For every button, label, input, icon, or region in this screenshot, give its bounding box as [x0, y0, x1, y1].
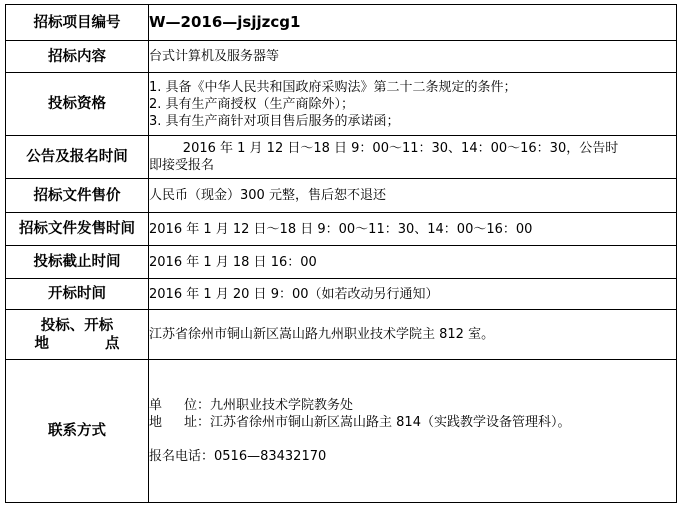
location-label-char-1: 地 [34, 335, 49, 352]
row-qualification [6, 73, 677, 136]
row-contact [6, 360, 677, 503]
contact-address-key-1: 地 [149, 415, 163, 430]
contact-address-value: 江苏省徐州市铜山新区嵩山路主 814（实践教学设备管理科）。 [210, 415, 571, 430]
value-project-number [149, 5, 677, 41]
value-price: 人民币（现金）300 元整，售后恕不退还 [149, 179, 677, 213]
label-location [6, 310, 149, 360]
row-location [6, 310, 677, 360]
label-contact: 联系方式 [6, 360, 149, 503]
row-opening [6, 279, 677, 310]
value-contact [149, 360, 677, 503]
value-qualification [149, 73, 677, 136]
label-qualification: 投标资格 [6, 73, 149, 136]
announcement-line-2: 即接受报名 [149, 158, 215, 173]
qualification-item-2: 2. 具有生产商授权（生产商除外）； [149, 96, 355, 112]
row-project-number [6, 5, 677, 41]
location-label-char-2: 点 [105, 335, 120, 352]
label-announcement: 公告及报名时间 [6, 136, 149, 179]
label-sale-time: 招标文件发售时间 [6, 213, 149, 246]
contact-address-key-2: 址： [184, 415, 211, 430]
qualification-item-3: 3. 具有生产商针对项目售后服务的承诺函； [149, 113, 400, 129]
contact-phone-key: 报名电话： [149, 449, 215, 464]
value-announcement [149, 136, 677, 179]
contact-phone [149, 448, 676, 465]
value-sale-time: 2016 年 1 月 12 日～18 日 9：00～11：30、14：00～16：00 [149, 213, 677, 246]
qualification-item-1: 1. 具备《中华人民共和国政府采购法》第二十二条规定的条件； [149, 79, 517, 95]
value-deadline: 2016 年 1 月 18 日 16：00 [149, 246, 677, 279]
row-price [6, 179, 677, 213]
label-opening: 开标时间 [6, 279, 149, 310]
contact-address [149, 414, 676, 431]
announcement-line-1: 2016 年 1 月 12 日～18 日 9：00～11：30、14：00～16：30，公告时 [182, 141, 619, 156]
row-content [6, 41, 677, 73]
value-content: 台式计算机及服务器等 [149, 41, 677, 73]
location-label-line-1: 投标、开标 [40, 317, 114, 334]
label-content: 招标内容 [6, 41, 149, 73]
row-announcement [6, 136, 677, 179]
label-price: 招标文件售价 [6, 179, 149, 213]
value-location: 江苏省徐州市铜山新区嵩山路九州职业技术学院主 812 室。 [149, 310, 677, 360]
label-deadline: 投标截止时间 [6, 246, 149, 279]
row-sale-time [6, 213, 677, 246]
contact-phone-value: 0516—83432170 [214, 449, 327, 464]
contact-unit-value: 九州职业技术学院教务处 [210, 398, 354, 413]
value-opening: 2016 年 1 月 20 日 9：00（如若改动另行通知） [149, 279, 677, 310]
label-project-number: 招标项目编号 [6, 5, 149, 41]
contact-unit-key-1: 单 [149, 398, 163, 413]
contact-unit-key-2: 位： [184, 398, 211, 413]
contact-unit [149, 397, 676, 414]
project-number-code: W—2016—jsjjzcg1 [149, 12, 301, 31]
row-deadline [6, 246, 677, 279]
location-label-line-2 [6, 335, 148, 353]
tender-notice-table [5, 4, 677, 503]
